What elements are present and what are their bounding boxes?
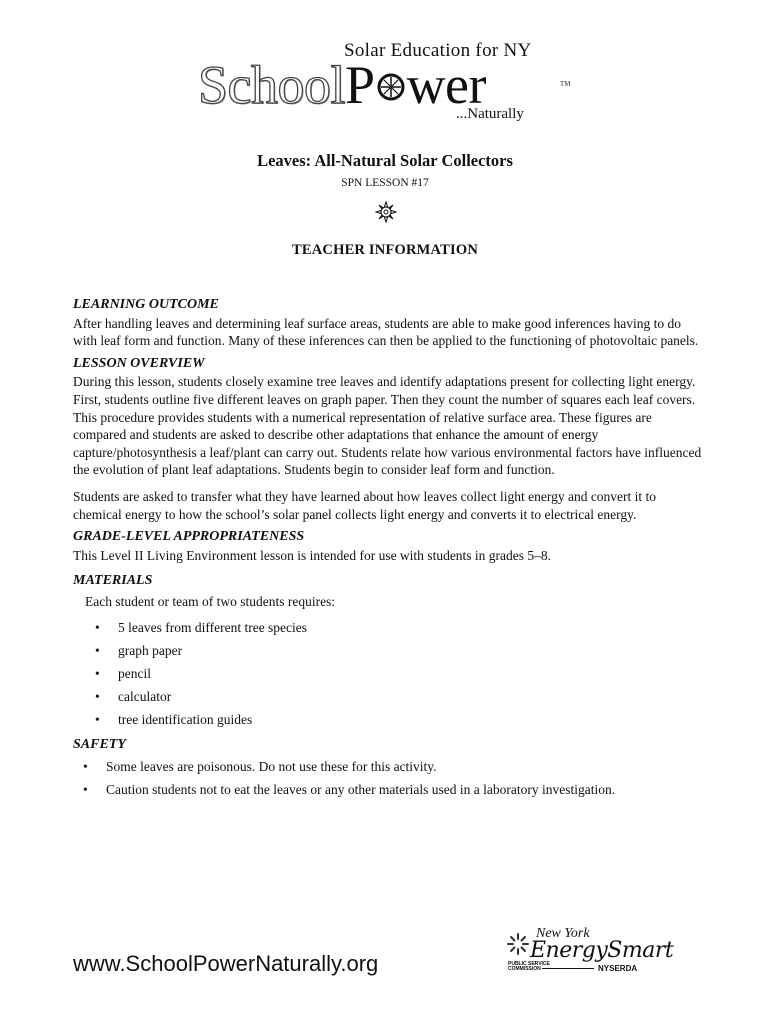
bullet: • (95, 665, 100, 681)
bullet: • (95, 711, 100, 727)
materials-intro: Each student or team of two students requires: (85, 593, 336, 609)
website-url: www.SchoolPowerNaturally.org (73, 951, 379, 976)
teacher-information-heading: TEACHER INFORMATION (292, 242, 478, 258)
sunburst-icon (506, 932, 530, 956)
list-item (73, 755, 703, 778)
list-item (73, 708, 703, 731)
safety-item: Some leaves are poisonous. Do not use these for this activity. (106, 759, 437, 775)
logo-p-text: P (345, 55, 375, 115)
energy-smart-wordmark: EnergySmart (530, 938, 674, 963)
lesson-overview-text-2: Students are asked to transfer what they have learned about how leaves collect light energy and convert it to chemical energy to how the school’s solar panel collects light energy and converts it to electrical energy. (73, 488, 657, 522)
bullet: • (83, 759, 88, 775)
bullet: • (95, 688, 100, 704)
safety-list (73, 755, 703, 801)
material-item: calculator (118, 688, 172, 704)
logo-wordmark (198, 55, 487, 115)
materials-heading: MATERIALS (73, 573, 153, 589)
lesson-overview-heading: LESSON OVERVIEW (73, 355, 205, 371)
list-item (73, 778, 703, 801)
bullet: • (83, 782, 88, 798)
logo-tagline: Solar Education for NY (344, 40, 532, 61)
nyserda-label: NYSERDA (598, 964, 638, 973)
logo-naturally: ...Naturally (456, 106, 524, 122)
lesson-body (73, 296, 703, 801)
sun-icon (375, 58, 407, 112)
list-item (73, 639, 703, 662)
lesson-number: SPN LESSON #17 (341, 177, 429, 189)
public-service-commission (508, 962, 550, 972)
schoolpower-logo (198, 40, 578, 124)
list-item (73, 685, 703, 708)
grade-level-text: This Level II Living Environment lesson is intended for use with students in grades 5–8. (73, 547, 552, 563)
psc-line-1: PUBLIC SERVICE (508, 961, 550, 967)
trademark-mark: TM (560, 80, 571, 88)
material-item: 5 leaves from different tree species (118, 619, 308, 635)
learning-outcome-heading: LEARNING OUTCOME (73, 297, 219, 312)
leaf-ornament-icon (374, 200, 398, 224)
list-item (73, 616, 703, 639)
energy-smart-new-york: New York (536, 926, 590, 941)
material-item: pencil (118, 665, 151, 681)
bullet: • (95, 642, 100, 658)
learning-outcome-text: After handling leaves and determining leaf surface areas, students are able to make good inferences having to do with leaf form and function. Many of these inferences can then be applied to the functioning of photovoltaic panels. (73, 315, 699, 349)
safety-item: Caution students not to eat the leaves or any other materials used in a laboratory investigation. (106, 782, 616, 798)
divider (542, 968, 594, 969)
logo-school-text: School (198, 55, 346, 115)
grade-level-heading: GRADE-LEVEL APPROPRIATENESS (73, 529, 305, 545)
logo-wer-text: wer (406, 55, 487, 115)
materials-list (73, 616, 703, 731)
list-item (73, 662, 703, 685)
energy-smart-logo (506, 926, 674, 976)
material-item: graph paper (118, 642, 183, 658)
safety-heading: SAFETY (73, 736, 126, 752)
bullet: • (95, 619, 100, 635)
lesson-overview-text-1: During this lesson, students closely examine tree leaves and identify adaptations present for collecting light energy. First, students outline five different leaves on graph paper. Then they count the number of squares each leaf covers. This procedure provides students with a numerical representation of relative surface area. These figures are compared and students are asked to describe other adaptations that enhance the amount of energy capture/photosynthesis a leaf/plant can carry out. Students relate how various environmental factors have influenced the evolution of plant leaf adaptations. Students begin to consider leaf form and function. (73, 374, 702, 478)
lesson-title: Leaves: All-Natural Solar Collectors (257, 151, 513, 170)
material-item: tree identification guides (118, 711, 253, 727)
psc-line-2: COMMISSION (508, 966, 541, 972)
